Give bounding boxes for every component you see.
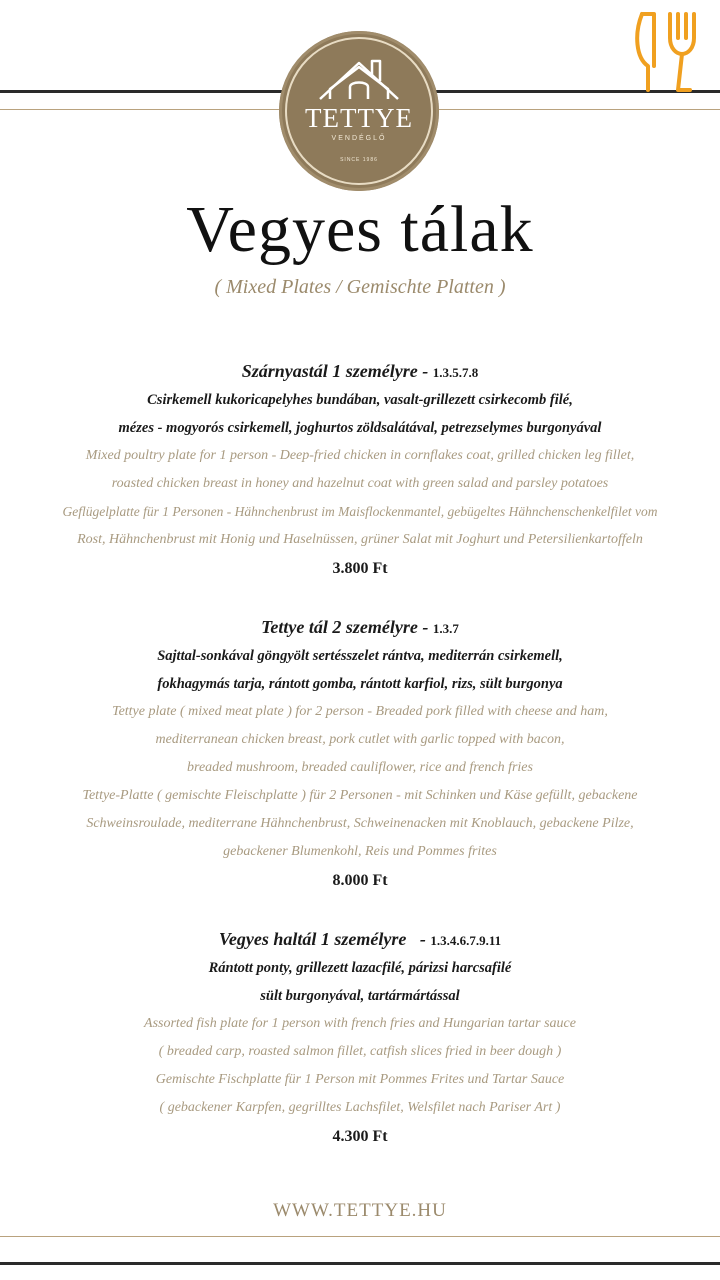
page-subtitle: ( Mixed Plates / Gemischte Platten ): [214, 276, 506, 298]
translation-line: roasted chicken breast in honey and hazelnut coat with green salad and parsley potatoes: [111, 476, 609, 491]
description-line: Sajttal-sonkával göngyölt sertésszelet rántva, mediterrán csirkemell,: [157, 648, 563, 664]
dish-translations: [0, 442, 720, 554]
description-line: Rántott ponty, grillezett lazacfilé, párizsi harcsafilé: [208, 960, 512, 976]
description-line: mézes - mogyorós csirkemell, joghurtos zöldsalátával, petrezselymes burgonyával: [118, 420, 602, 436]
translation-line: ( breaded carp, roasted salmon fillet, catfish slices fried in beer dough ): [158, 1044, 562, 1059]
house-icon: [316, 55, 402, 103]
logo-subtitle: VENDÉGLŐ: [331, 135, 387, 142]
fork-knife-icon: [632, 8, 704, 94]
translation-line: ( gebackener Karpfen, gegrilltes Lachsfilet, Welsfilet nach Pariser Art ): [159, 1100, 561, 1115]
translation-line: breaded mushroom, breaded cauliflower, rice and french fries: [187, 760, 533, 775]
dish-price: 8.000 Ft: [332, 872, 388, 889]
bottom-divider-dark: [0, 1262, 720, 1265]
translation-line: Assorted fish plate for 1 person with french fries and Hungarian tartar sauce: [144, 1016, 576, 1031]
translation-line: mediterranean chicken breast, pork cutlet with garlic topped with bacon,: [155, 732, 565, 747]
dish-description-hu: [0, 954, 720, 1010]
dish-description-hu: [0, 642, 720, 698]
page-title: Vegyes tálak: [186, 193, 534, 266]
dish-price: 4.300 Ft: [332, 1128, 388, 1145]
dish-title: Szárnyastál 1 személyre -: [241, 361, 433, 381]
translation-line: Geflügelplatte für 1 Personen - Hähnchenbrust im Maisflockenmantel, gebügeltes Hähnchenschenkelfilet vom: [62, 504, 658, 519]
translation-line: Rost, Hähnchenbrust mit Honig und Haselnüssen, grüner Salat mit Joghurt und Petersilienkartoffeln: [77, 532, 643, 547]
restaurant-logo: [279, 31, 439, 191]
description-line: fokhagymás tarja, rántott gomba, rántott karfiol, rizs, sült burgonya: [157, 676, 563, 692]
translation-line: Tettye plate ( mixed meat plate ) for 2 person - Breaded pork filled with cheese and ham,: [112, 704, 608, 719]
translation-line: gebackener Blumenkohl, Reis und Pommes frites: [223, 844, 497, 859]
translation-line: Schweinsroulade, mediterrane Hähnchenbrust, Schweinenacken mit Knoblauch, gebackene Pilze,: [86, 816, 634, 831]
logo-name: TETTYE: [305, 103, 413, 133]
menu-item-tettye-plate: [0, 614, 720, 894]
description-line: sült burgonyával, tartármártással: [260, 988, 460, 1004]
translation-line: Gemischte Fischplatte für 1 Person mit Pommes Frites und Tartar Sauce: [155, 1072, 565, 1087]
menu-item-poultry-plate: [0, 358, 720, 582]
translation-line: Mixed poultry plate for 1 person - Deep-fried chicken in cornflakes coat, grilled chicken leg fillet,: [85, 448, 635, 463]
dish-name: [0, 358, 720, 386]
website-link[interactable]: WWW.TETTYE.HU: [273, 1200, 447, 1221]
menu-item-fish-plate: [0, 926, 720, 1150]
bottom-divider-light: [0, 1236, 720, 1237]
dish-title: Vegyes haltál 1 személyre -: [218, 929, 431, 949]
allergen-codes: 1.3.4.6.7.9.11: [430, 933, 502, 948]
dish-name: [0, 614, 720, 642]
description-line: Csirkemell kukoricapelyhes bundában, vasalt-grillezett csirkecomb filé,: [147, 392, 573, 408]
allergen-codes: 1.3.5.7.8: [432, 365, 479, 380]
dish-description-hu: [0, 386, 720, 442]
translation-line: Tettye-Platte ( gemischte Fleischplatte ) für 2 Personen - mit Schinken und Käse gefüllt, gebackene: [82, 788, 638, 803]
dish-translations: [0, 1010, 720, 1122]
dish-name: [0, 926, 720, 954]
allergen-codes: 1.3.7: [432, 621, 459, 636]
dish-translations: [0, 698, 720, 866]
dish-price: 3.800 Ft: [332, 560, 388, 577]
dish-title: Tettye tál 2 személyre -: [261, 617, 433, 637]
logo-since: SINCE 1986: [340, 157, 378, 163]
